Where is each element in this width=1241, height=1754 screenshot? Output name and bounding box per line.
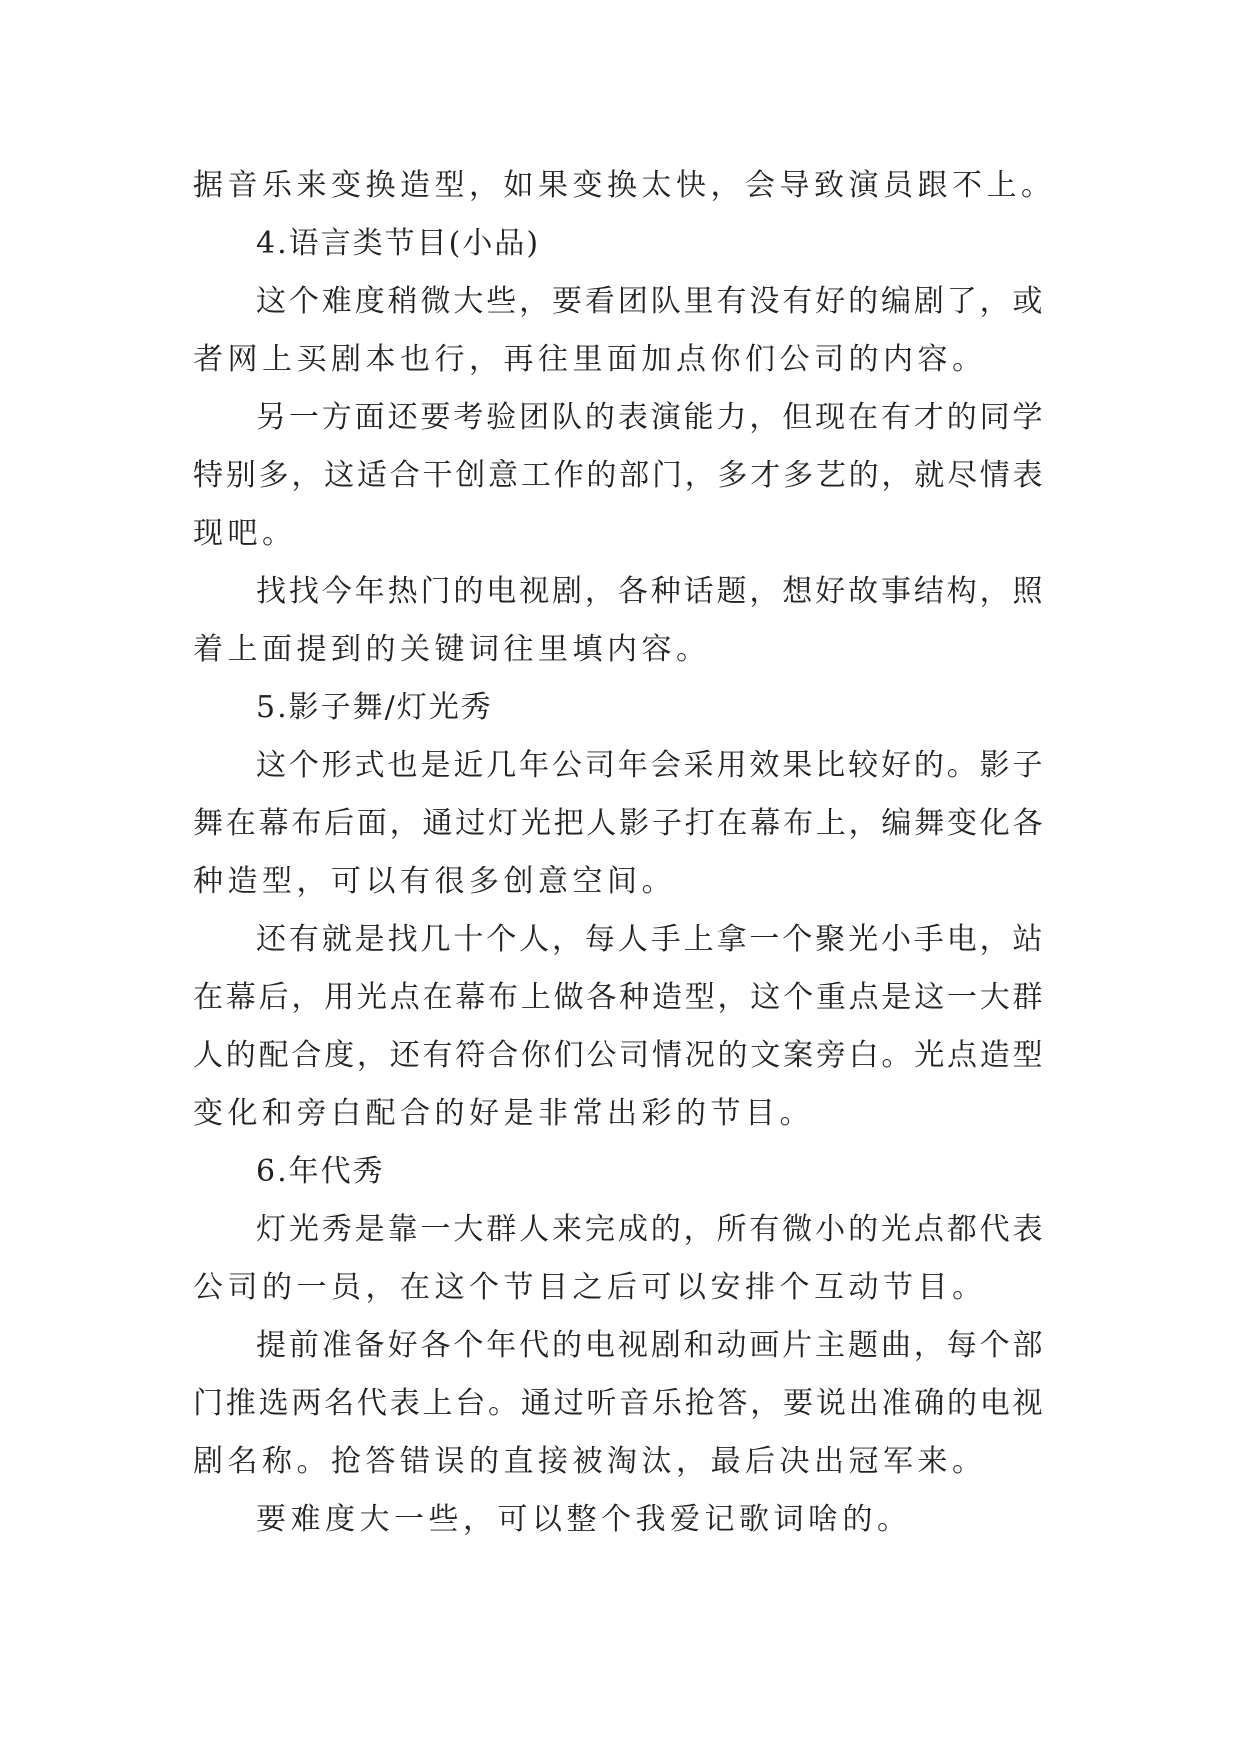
line-text: 这个形式也是近几年公司年会采用效果比较好的。影子 [256, 748, 1043, 783]
line-text: 这个难度稍微大些，要看团队里有没有好的编剧了，或 [256, 284, 1043, 319]
paragraph-line [0, 332, 1241, 388]
paragraph-line [0, 854, 1241, 910]
section-heading [0, 680, 1241, 736]
heading-text: 6.年代秀 [256, 1154, 385, 1189]
paragraph-line [0, 1376, 1241, 1432]
line-text: 灯光秀是靠一大群人来完成的，所有微小的光点都代表 [256, 1212, 1043, 1247]
paragraph-line [0, 1318, 1241, 1374]
line-text: 还有就是找几十个人，每人手上拿一个聚光小手电，站 [256, 922, 1043, 957]
paragraph-line [0, 738, 1241, 794]
paragraph-line [0, 622, 1241, 678]
line-text: 另一方面还要考验团队的表演能力，但现在有才的同学 [256, 400, 1043, 435]
paragraph-line [0, 1434, 1241, 1490]
paragraph-line [0, 1202, 1241, 1258]
paragraph-line [0, 274, 1241, 330]
paragraph-line [0, 506, 1241, 562]
line-text: 在幕后，用光点在幕布上做各种造型，这个重点是这一大群 [193, 980, 1043, 1015]
paragraph-line [0, 158, 1241, 214]
paragraph-line [0, 390, 1241, 446]
paragraph-line [0, 912, 1241, 968]
line-text: 现吧。 [193, 516, 297, 551]
paragraph-line [0, 564, 1241, 620]
paragraph-line [0, 1492, 1241, 1548]
line-text: 人的配合度，还有符合你们公司情况的文案旁白。光点造型 [193, 1038, 1043, 1073]
line-text: 要难度大一些，可以整个我爱记歌词啥的。 [256, 1502, 912, 1537]
paragraph-line [0, 448, 1241, 504]
section-heading [0, 1144, 1241, 1200]
line-text: 变化和旁白配合的好是非常出彩的节目。 [193, 1096, 814, 1131]
paragraph-line [0, 1028, 1241, 1084]
line-text: 公司的一员，在这个节目之后可以安排个互动节目。 [193, 1270, 987, 1305]
line-text: 着上面提到的关键词往里填内容。 [193, 632, 711, 667]
line-text: 剧名称。抢答错误的直接被淘汰，最后决出冠军来。 [193, 1444, 987, 1479]
line-text: 门推选两名代表上台。通过听音乐抢答，要说出准确的电视 [193, 1386, 1043, 1421]
line-text: 特别多，这适合干创意工作的部门，多才多艺的，就尽情表 [193, 458, 1043, 493]
line-text: 舞在幕布后面，通过灯光把人影子打在幕布上，编舞变化各 [193, 806, 1043, 841]
paragraph-line [0, 796, 1241, 852]
line-text: 提前准备好各个年代的电视剧和动画片主题曲，每个部 [256, 1328, 1043, 1363]
section-heading [0, 216, 1241, 272]
heading-text: 4.语言类节目(小品) [256, 226, 541, 261]
paragraph-line [0, 1086, 1241, 1142]
line-text: 据音乐来变换造型，如果变换太快，会导致演员跟不上。 [193, 168, 1056, 203]
line-text: 找找今年热门的电视剧，各种话题，想好故事结构，照 [256, 574, 1043, 609]
paragraph-line [0, 1260, 1241, 1316]
paragraph-line [0, 970, 1241, 1026]
heading-text: 5.影子舞/灯光秀 [256, 690, 493, 725]
line-text: 种造型，可以有很多创意空间。 [193, 864, 676, 899]
line-text: 者网上买剧本也行，再往里面加点你们公司的内容。 [193, 342, 987, 377]
